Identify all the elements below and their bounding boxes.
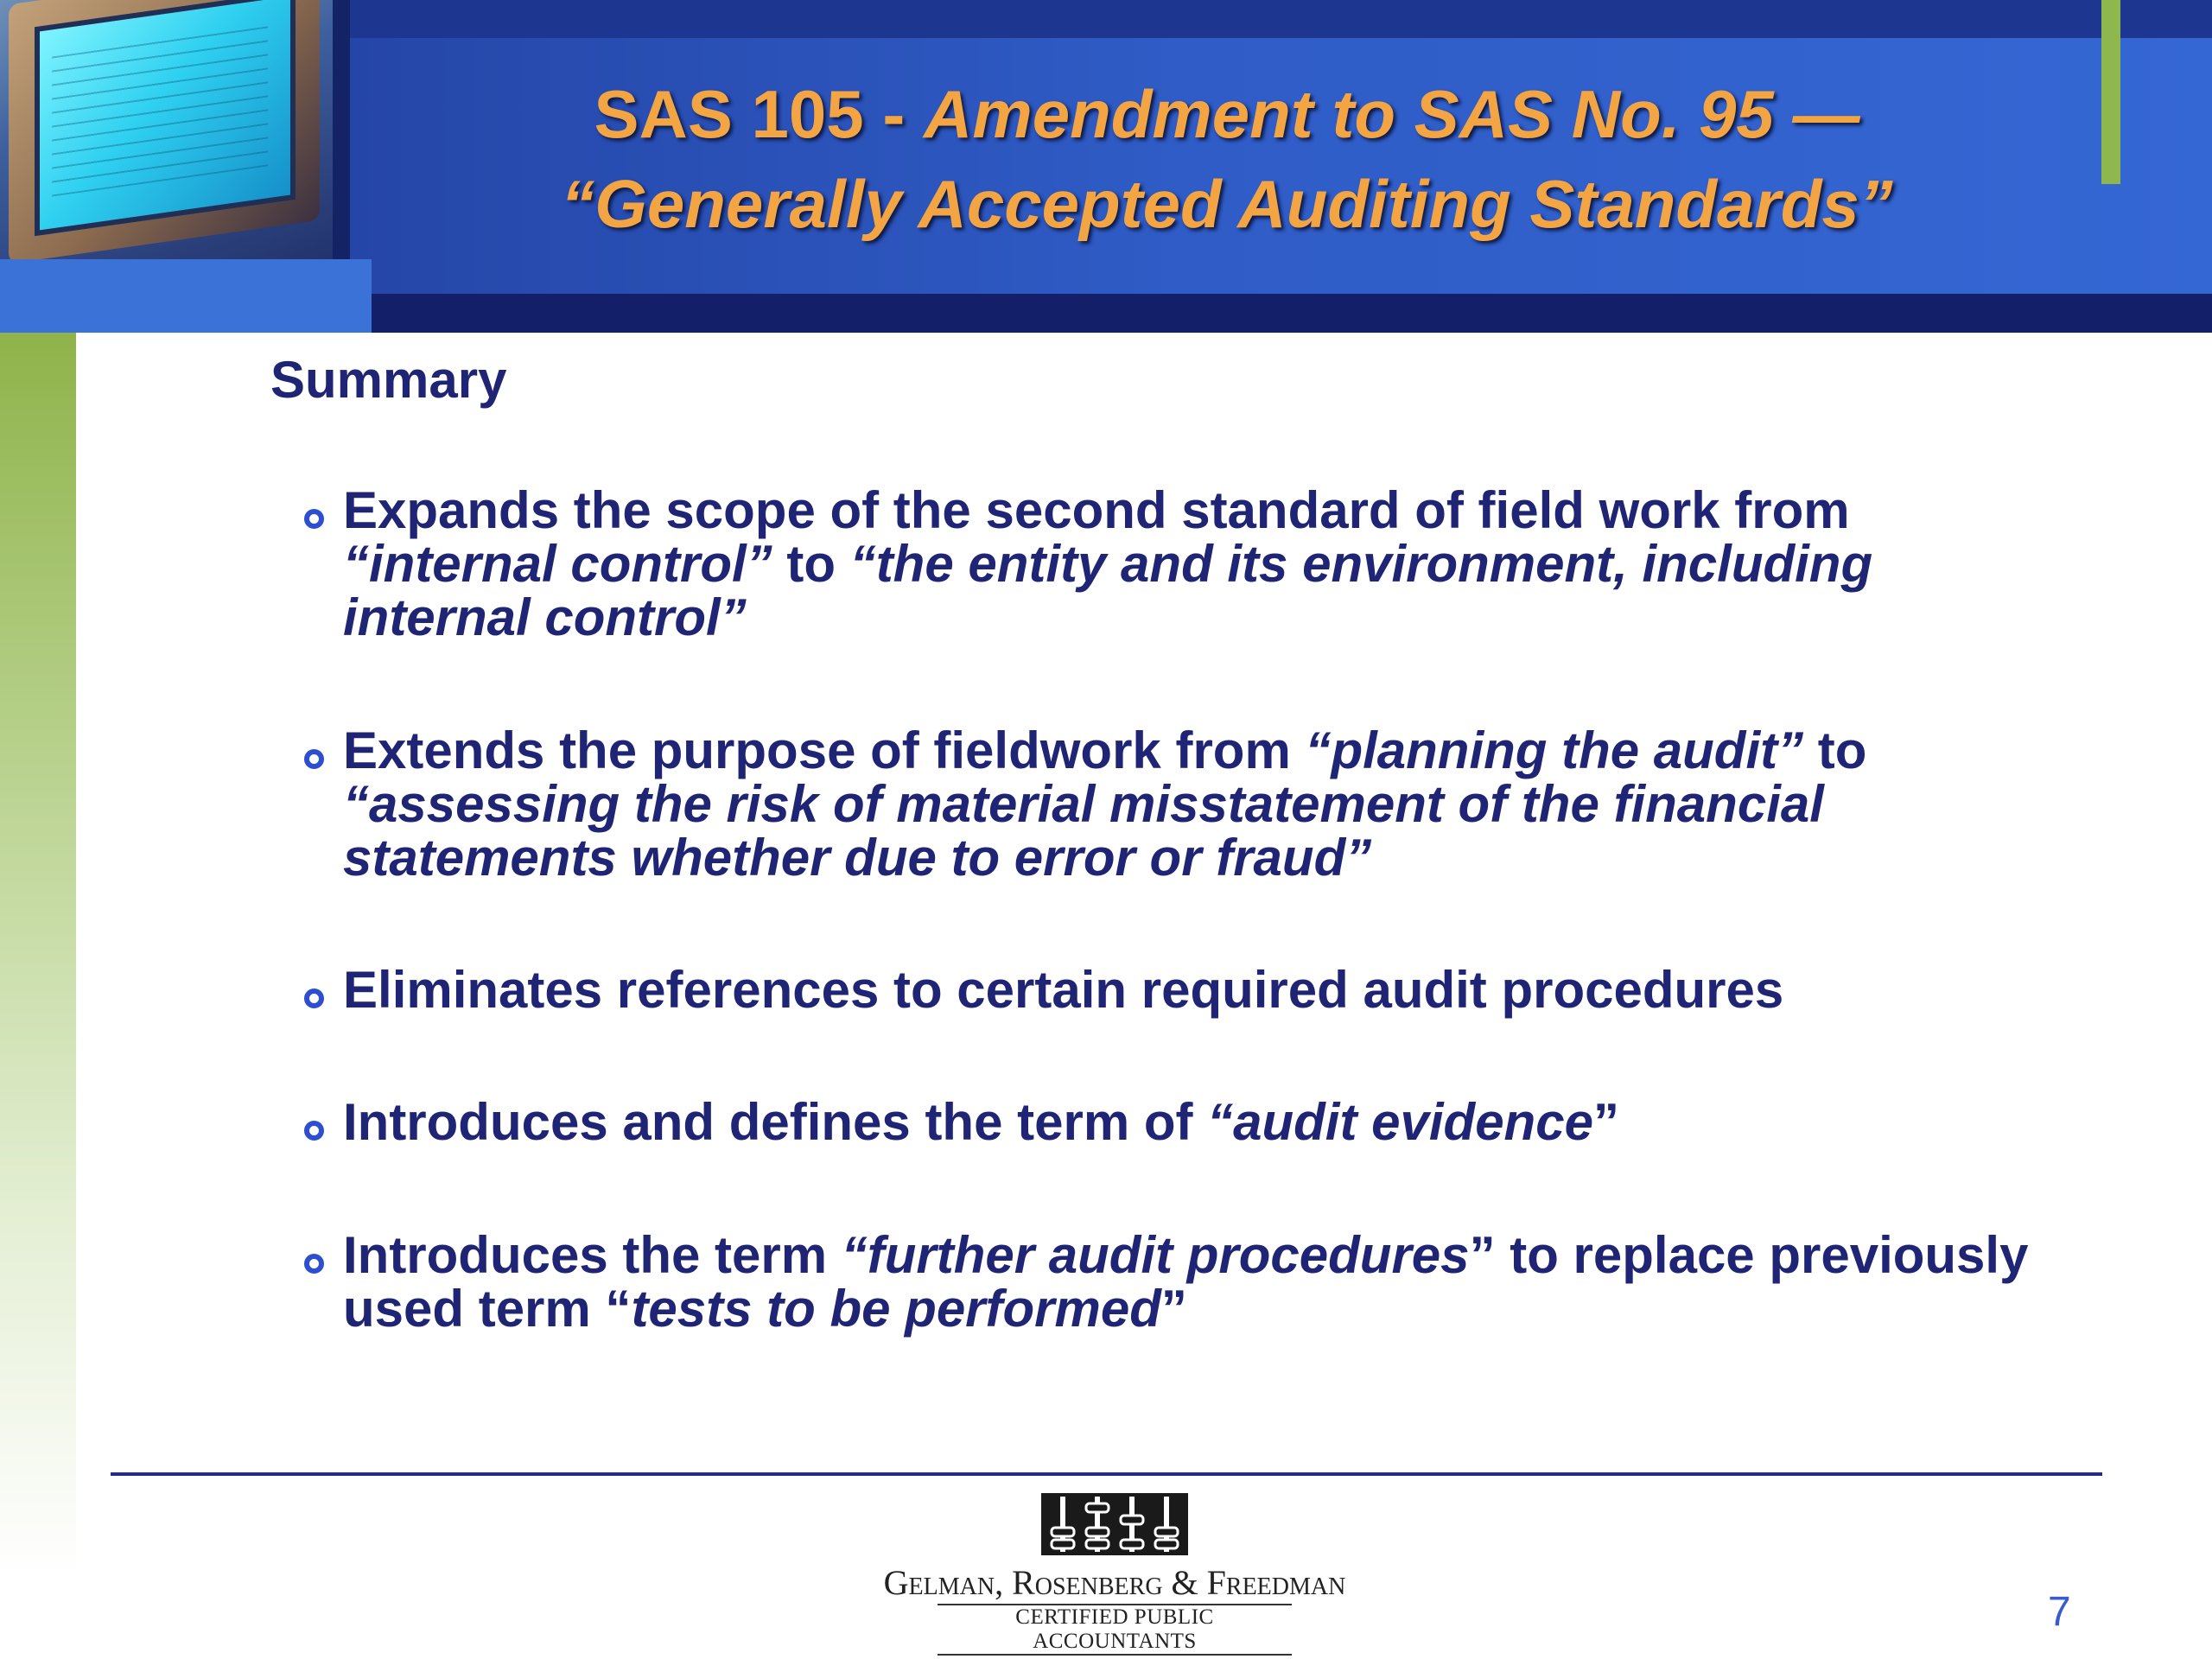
- bullet-item: [298, 481, 2026, 646]
- bullet-segment: Expands the scope of the second standard of field work from: [343, 481, 1850, 539]
- bullet-segment: “further audit procedures: [841, 1226, 1470, 1284]
- bullet-segment: ” to replace previously used term “: [343, 1226, 2029, 1338]
- bullet-segment: to: [772, 535, 850, 593]
- summary-heading: Summary: [270, 351, 507, 409]
- bullet-segment: Introduces the term: [343, 1226, 842, 1284]
- computer-monitor-photo: [0, 0, 333, 259]
- left-gradient-bar: [0, 333, 76, 1577]
- hollow-circle-bullet-icon: [304, 749, 324, 769]
- hollow-circle-bullet-icon: [304, 509, 324, 529]
- bullet-text: [343, 1226, 2037, 1338]
- bullet-segment: ”: [1592, 1093, 1619, 1151]
- bullet-segment: Extends the purpose of fieldwork from: [343, 721, 1306, 779]
- monitor-screen-lines: [52, 19, 268, 196]
- slide-title: [363, 69, 2091, 249]
- header-dark-strip: [372, 294, 2212, 333]
- firm-name: Gelman, Rosenberg & Freedman: [883, 1563, 1346, 1602]
- abacus-logo-icon: [1041, 1493, 1188, 1555]
- bullet-segment: “assessing the risk of material misstatement of the financial statements whether due to error or fraud”: [343, 775, 1824, 887]
- bullet-segment: “audit evidence: [1207, 1093, 1593, 1151]
- hollow-circle-bullet-icon: [304, 1254, 324, 1274]
- hollow-circle-bullet-icon: [304, 1121, 324, 1141]
- slide-header: [0, 0, 2212, 333]
- page-number: 7: [2048, 1589, 2071, 1635]
- bullet-segment: “the entity and its environment, including internal control”: [343, 535, 1873, 646]
- bullet-segment: “internal control”: [343, 535, 772, 593]
- title-line-2: “Generally Accepted Auditing Standards”: [561, 166, 1893, 242]
- bullet-segment: tests to be performed: [631, 1280, 1161, 1338]
- bullet-text: [343, 721, 2037, 887]
- footer-divider-line: [111, 1472, 2102, 1476]
- bullet-text: [343, 1093, 2037, 1151]
- bullet-segment: ”: [1160, 1280, 1187, 1338]
- title-sas-number: SAS 105 -: [594, 76, 925, 152]
- green-accent-bar: [2101, 0, 2120, 184]
- bullet-item: [298, 963, 2026, 1017]
- bullet-item: [298, 721, 2026, 887]
- firm-subtitle: CERTIFIED PUBLIC ACCOUNTANTS: [938, 1604, 1292, 1656]
- header-light-strip: [0, 259, 372, 333]
- bullet-segment: Introduces and defines the term of: [343, 1093, 1208, 1151]
- bullet-text: [343, 481, 2037, 646]
- bullet-item: [298, 1226, 2029, 1338]
- bullet-text: [343, 963, 2037, 1017]
- hollow-circle-bullet-icon: [304, 988, 324, 1008]
- bullet-segment: Eliminates references to certain required audit procedures: [343, 961, 1784, 1019]
- bullet-segment: to: [1803, 721, 1867, 779]
- bullet-item: [298, 1093, 2026, 1151]
- bullet-segment: “planning the audit”: [1305, 721, 1804, 779]
- title-amendment: Amendment to SAS No. 95 —: [924, 76, 1860, 152]
- header-divider: [333, 0, 350, 259]
